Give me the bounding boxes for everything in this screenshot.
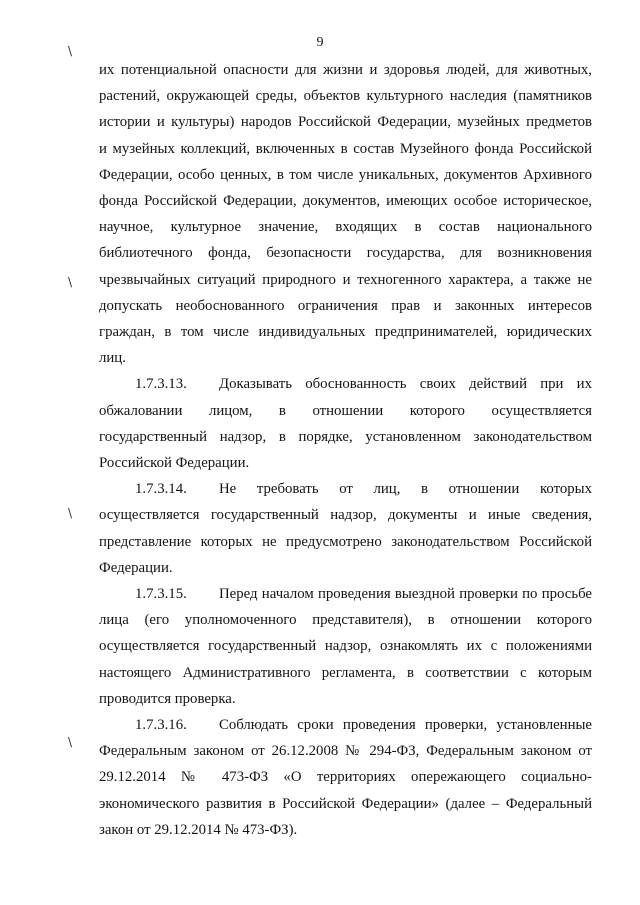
margin-mark: \	[68, 44, 73, 58]
text-line: лица (его уполномоченного представителя), в отношении которого	[99, 612, 592, 629]
text-line: научное, культурное значение, входящих в состав национального	[99, 219, 592, 236]
text-line: настоящего Административного регламента, в соответствии с которым	[99, 664, 592, 681]
text-line: представление которых не предусмотрено законодательством Российской	[99, 533, 592, 550]
text-line	[99, 581, 592, 607]
text-line: проводится проверка.	[99, 690, 236, 707]
text-line: экономического развития в Российской Федерации» (далее – Федеральный	[99, 795, 592, 812]
text-line: государственный надзор, в порядке, установленном законодательством	[99, 428, 592, 445]
text-line: допускать необоснованного ограничения прав и законных интересов	[99, 297, 592, 314]
clause-paragraph	[99, 712, 592, 843]
text-line: 29.12.2014 № 473-ФЗ «О территориях опережающего социально-	[99, 769, 592, 786]
margin-mark: \	[68, 275, 73, 289]
text-line: истории и культуры) народов Российской Федерации, музейных предметов	[99, 114, 592, 131]
text-line: лиц.	[99, 350, 126, 367]
clause-number: 1.7.3.16.	[135, 717, 187, 734]
clause-paragraph	[99, 371, 592, 476]
text-line: обжаловании лицом, в отношении которого осуществляется	[99, 402, 592, 419]
text-line: и музейных коллекций, включенных в состав Музейного фонда Российской	[99, 140, 592, 157]
text-line: Российской Федерации.	[99, 455, 250, 472]
clause-text: Не требовать от лиц, в отношении которых	[219, 481, 592, 498]
text-line: чрезвычайных ситуаций природного и техногенного характера, а также не	[99, 271, 592, 288]
text-line: Федерации.	[99, 559, 173, 576]
text-line	[99, 712, 592, 738]
clause-number: 1.7.3.13.	[135, 376, 187, 393]
continuation-paragraph	[99, 57, 592, 371]
text-line: их потенциальной опасности для жизни и здоровья людей, для животных,	[99, 62, 592, 78]
text-line: Федеральным законом от 26.12.2008 № 294-ФЗ, Федеральным законом от	[99, 743, 592, 760]
text-line: осуществляется государственный надзор, ознакомлять их с положениями	[99, 638, 592, 655]
text-line: библиотечного фонда, безопасности государства, для возникновения	[99, 245, 592, 262]
text-line	[99, 371, 592, 397]
margin-mark: \	[68, 735, 73, 749]
clause-number: 1.7.3.15.	[135, 586, 187, 603]
text-line: Федерации, особо ценных, в том числе уникальных, документов Архивного	[99, 166, 592, 183]
clause-text: Соблюдать сроки проведения проверки, установленные	[219, 717, 592, 734]
text-line: граждан, в том числе индивидуальных предпринимателей, юридических	[99, 324, 592, 341]
clause-paragraph	[99, 581, 592, 712]
page-number: 9	[316, 35, 324, 50]
text-line: растений, окружающей среды, объектов культурного наследия (памятников	[99, 88, 592, 105]
text-line	[99, 476, 592, 502]
text-line: осуществляется государственный надзор, документы и иные сведения,	[99, 507, 592, 524]
text-line: закон от 29.12.2014 № 473-ФЗ).	[99, 821, 298, 838]
clause-text: Доказывать обоснованность своих действий при их	[219, 376, 592, 393]
clause-paragraph	[99, 476, 592, 581]
clause-text: Перед началом проведения выездной проверки по просьбе	[219, 586, 592, 603]
margin-mark: \	[68, 506, 73, 520]
clause-number: 1.7.3.14.	[135, 481, 187, 498]
text-line: фонда Российской Федерации, документов, имеющих особое историческое,	[99, 193, 592, 210]
document-body	[99, 57, 592, 843]
